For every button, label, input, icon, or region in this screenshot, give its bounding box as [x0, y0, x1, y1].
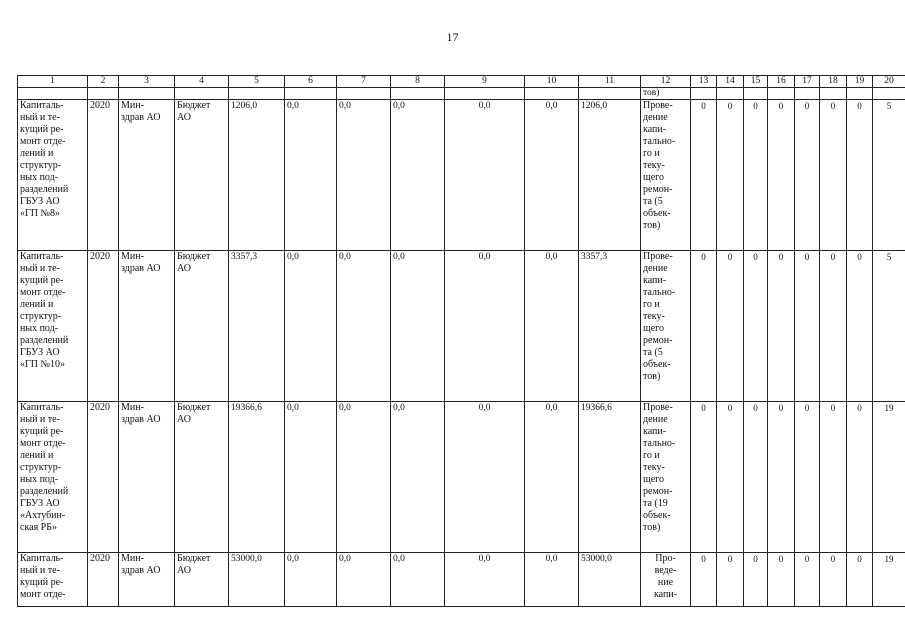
value-cell: 0,0	[445, 251, 525, 402]
indicator-cell: 0	[691, 100, 717, 251]
source-cell: Бюджет АО	[175, 251, 229, 402]
value-cell: 0,0	[285, 402, 337, 553]
indicator-cell: 0	[795, 251, 820, 402]
indicator-cell: 0	[795, 402, 820, 553]
indicator-cell: 0	[717, 251, 744, 402]
indicator-cell: 0	[717, 100, 744, 251]
indicator-cell: 0	[820, 251, 847, 402]
result-cell: Прове- дение капи- тально- го и теку- щего ремон- та (5 объек- тов)	[641, 251, 691, 402]
column-number-row	[18, 76, 905, 88]
year-cell: 2020	[88, 251, 119, 402]
value-cell: 0,0	[525, 553, 579, 607]
indicator-cell: 0	[691, 553, 717, 607]
year-cell: 2020	[88, 402, 119, 553]
indicator-cell: 0	[847, 251, 873, 402]
result-cell: Про- веде- ние капи-	[641, 553, 691, 607]
value-cell: 0,0	[445, 553, 525, 607]
table-row	[18, 402, 905, 553]
result-cell: Прове- дение капи- тально- го и теку- щего ремон- та (5 объек- тов)	[641, 100, 691, 251]
indicator-cell: 0	[847, 100, 873, 251]
measure-name: Капиталь- ный и те- кущий ре- монт отде- лений и структур- ных под- разделений ГБУЗ АО «ГП №10»	[18, 251, 88, 402]
measure-name: Капиталь- ный и те- кущий ре- монт отде- лений и структур- ных под- разделений ГБУЗ АО «ГП №8»	[18, 100, 88, 251]
value-cell: 0,0	[391, 553, 445, 607]
total-cell: 1206,0	[229, 100, 285, 251]
value-cell: 19366,6	[579, 402, 641, 553]
column-number: 7	[337, 76, 391, 88]
indicator-cell: 0	[820, 553, 847, 607]
column-number: 12	[641, 76, 691, 88]
indicator-cell: 0	[768, 100, 795, 251]
indicator-cell: 0	[795, 100, 820, 251]
column-number: 17	[795, 76, 820, 88]
measure-name: Капиталь- ный и те- кущий ре- монт отде- лений и структур- ных под- разделений ГБУЗ АО «Ахтубин- ская РБ»	[18, 402, 88, 553]
indicator-cell: 0	[768, 402, 795, 553]
column-number: 13	[691, 76, 717, 88]
value-cell: 0,0	[525, 100, 579, 251]
indicator-cell: 0	[847, 553, 873, 607]
value-cell: 0,0	[337, 402, 391, 553]
value-cell: 0,0	[445, 402, 525, 553]
executor-cell: Мин- здрав АО	[119, 100, 175, 251]
value-cell: 1206,0	[579, 100, 641, 251]
indicator-cell: 19	[873, 553, 905, 607]
value-cell: 0,0	[391, 251, 445, 402]
value-cell: 0,0	[525, 402, 579, 553]
source-cell: Бюджет АО	[175, 100, 229, 251]
column-number: 15	[744, 76, 768, 88]
column-number: 18	[820, 76, 847, 88]
total-cell: 19366,6	[229, 402, 285, 553]
value-cell: 0,0	[285, 251, 337, 402]
table-row	[18, 100, 905, 251]
column-number: 8	[391, 76, 445, 88]
value-cell: 0,0	[525, 251, 579, 402]
indicator-cell: 5	[873, 100, 905, 251]
indicator-cell: 0	[744, 251, 768, 402]
measure-name: Капиталь- ный и те- кущий ре- монт отде-	[18, 553, 88, 607]
continuation-row	[18, 88, 905, 100]
indicator-cell: 0	[847, 402, 873, 553]
indicator-cell: 0	[820, 100, 847, 251]
table-row	[18, 251, 905, 402]
indicator-cell: 0	[820, 402, 847, 553]
column-number: 1	[18, 76, 88, 88]
value-cell: 0,0	[445, 100, 525, 251]
source-cell: Бюджет АО	[175, 402, 229, 553]
executor-cell: Мин- здрав АО	[119, 553, 175, 607]
column-number: 3	[119, 76, 175, 88]
indicator-cell: 0	[691, 402, 717, 553]
indicator-cell: 0	[744, 100, 768, 251]
value-cell: 0,0	[337, 100, 391, 251]
value-cell: 3357,3	[579, 251, 641, 402]
indicator-cell: 0	[691, 251, 717, 402]
table-row	[18, 553, 905, 607]
result-cell: Прове- дение капи- тально- го и теку- щего ремон- та (19 объек- тов)	[641, 402, 691, 553]
value-cell: 0,0	[391, 402, 445, 553]
value-cell: 0,0	[337, 553, 391, 607]
executor-cell: Мин- здрав АО	[119, 251, 175, 402]
program-table	[17, 75, 905, 607]
total-cell: 53000,0	[229, 553, 285, 607]
value-cell: 0,0	[391, 100, 445, 251]
indicator-cell: 0	[717, 402, 744, 553]
indicator-cell: 0	[795, 553, 820, 607]
column-number: 14	[717, 76, 744, 88]
indicator-cell: 0	[768, 553, 795, 607]
indicator-cell: 19	[873, 402, 905, 553]
column-number: 11	[579, 76, 641, 88]
column-number: 2	[88, 76, 119, 88]
indicator-cell: 5	[873, 251, 905, 402]
column-number: 4	[175, 76, 229, 88]
column-number: 19	[847, 76, 873, 88]
value-cell: 0,0	[285, 100, 337, 251]
page-number: 17	[446, 30, 459, 44]
executor-cell: Мин- здрав АО	[119, 402, 175, 553]
year-cell: 2020	[88, 100, 119, 251]
column-number: 10	[525, 76, 579, 88]
year-cell: 2020	[88, 553, 119, 607]
column-number: 5	[229, 76, 285, 88]
total-cell: 3357,3	[229, 251, 285, 402]
source-cell: Бюджет АО	[175, 553, 229, 607]
indicator-cell: 0	[717, 553, 744, 607]
column-number: 6	[285, 76, 337, 88]
value-cell: 0,0	[337, 251, 391, 402]
column-number: 16	[768, 76, 795, 88]
indicator-cell: 0	[744, 402, 768, 553]
column-number: 9	[445, 76, 525, 88]
column-number: 20	[873, 76, 905, 88]
indicator-cell: 0	[744, 553, 768, 607]
continuation-text: тов)	[641, 88, 691, 100]
indicator-cell: 0	[768, 251, 795, 402]
value-cell: 0,0	[285, 553, 337, 607]
value-cell: 53000,0	[579, 553, 641, 607]
